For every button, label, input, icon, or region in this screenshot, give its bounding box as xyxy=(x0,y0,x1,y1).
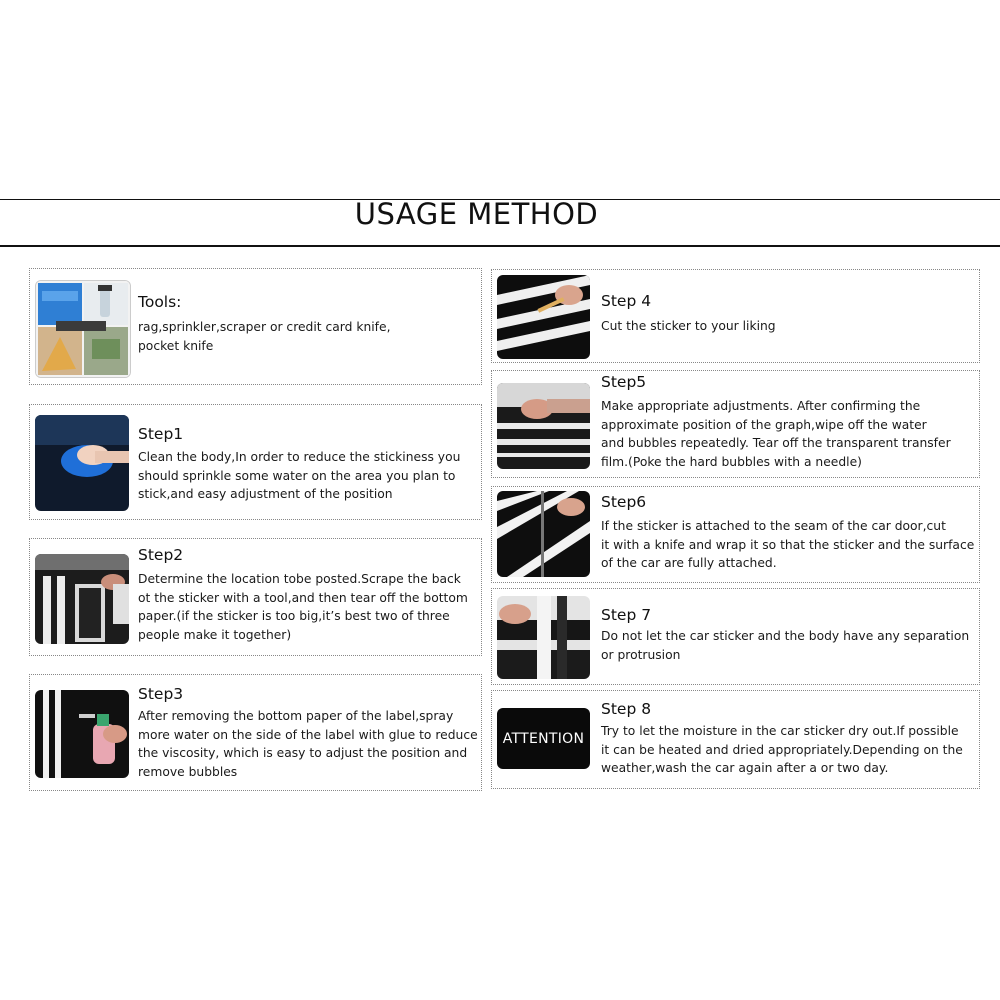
step-7-text: Do not let the car sticker and the body have any separation or protrusion xyxy=(601,629,970,662)
step-5-text: Make appropriate adjustments. After confirming the approximate position of the graph,wipe off the water and bubbles repeatedly. Tear off the transparent transfer film.(Poke the hard bubbles with a needle) xyxy=(601,399,951,470)
step-6-text: If the sticker is attached to the seam of the car door,cut it with a knife and wrap it so that the sticker and the surface of the car are fully attached. xyxy=(601,519,975,571)
step-4-image xyxy=(497,275,590,359)
step-3-text: After removing the bottom paper of the label,spray more water on the side of the label with glue to reduce the viscosity, which is easy to adjust the position and remove bubbles xyxy=(138,709,478,780)
step-4-card xyxy=(491,269,980,363)
tools-image xyxy=(35,280,131,378)
step-6-title: Step6 xyxy=(601,493,647,511)
step-3-image xyxy=(35,690,129,778)
step-8-text: Try to let the moisture in the car sticker dry out.If possible it can be heated and dried appropriately.Depending on the weather,wash the car again after a or two day. xyxy=(601,724,963,776)
step-1-text: Clean the body,In order to reduce the stickiness you should sprinkle some water on the area you plan to stick,and easy adjustment of the position xyxy=(138,450,461,502)
step-6-image xyxy=(497,491,590,577)
step-6-card xyxy=(491,486,980,583)
step-4-title: Step 4 xyxy=(601,292,652,310)
step-3-title: Step3 xyxy=(138,685,184,703)
step-8-title: Step 8 xyxy=(601,700,652,718)
step-3-card xyxy=(29,674,482,791)
step-4-text: Cut the sticker to your liking xyxy=(601,319,776,333)
step-8-card xyxy=(491,690,980,789)
step-7-image xyxy=(497,596,590,679)
attention-badge: ATTENTION xyxy=(497,708,590,769)
tools-card xyxy=(29,268,482,385)
step-1-title: Step1 xyxy=(138,425,184,443)
page-title: USAGE METHOD xyxy=(354,197,599,231)
step-5-image xyxy=(497,383,590,469)
tools-text: rag,sprinkler,scraper or credit card knife, pocket knife xyxy=(138,320,391,353)
step-2-card xyxy=(29,538,482,656)
step-2-image xyxy=(35,554,129,644)
step-1-card xyxy=(29,404,482,520)
step-5-title: Step5 xyxy=(601,373,647,391)
step-2-text: Determine the location tobe posted.Scrape the back ot the sticker with a tool,and then tear off the bottom paper.(if the sticker is too big,it’s best two of three people make it together) xyxy=(138,572,468,643)
tools-title: Tools: xyxy=(138,293,182,311)
step-7-title: Step 7 xyxy=(601,606,652,624)
step-2-title: Step2 xyxy=(138,546,184,564)
step-1-image xyxy=(35,415,129,511)
step-7-card xyxy=(491,588,980,685)
step-5-card xyxy=(491,370,980,478)
